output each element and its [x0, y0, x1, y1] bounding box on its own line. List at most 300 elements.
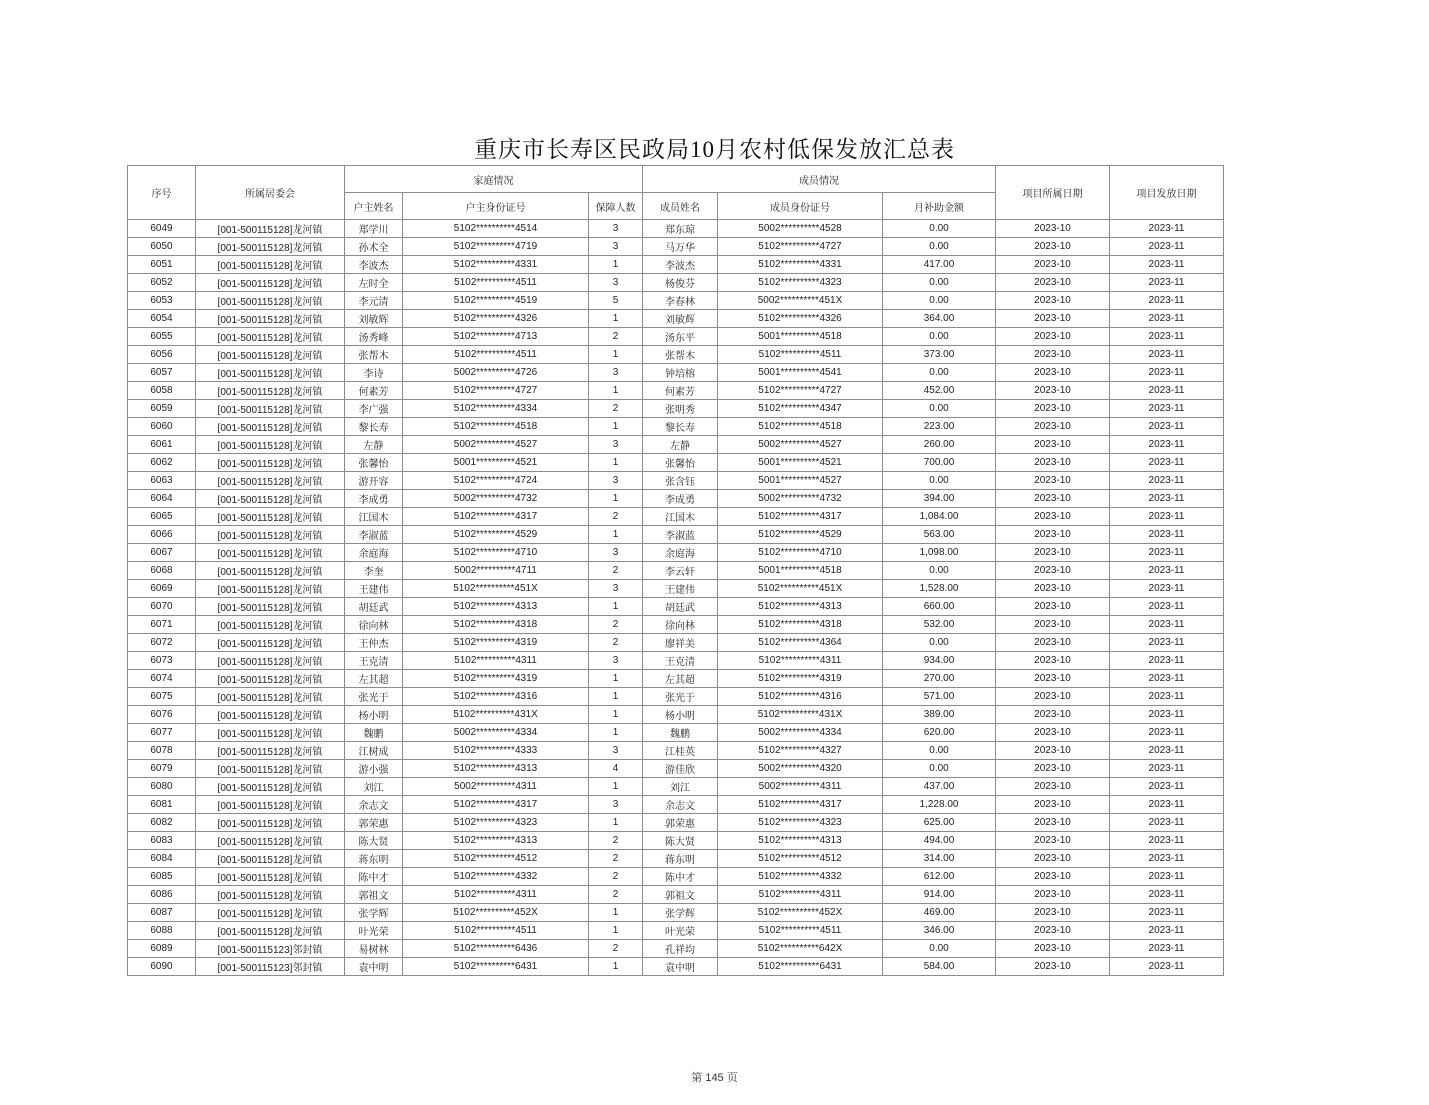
table-cell: 2023-10 — [996, 400, 1110, 418]
table-cell: 3 — [589, 364, 643, 382]
header-member-group: 成员情况 — [643, 166, 996, 193]
table-cell: 2023-11 — [1110, 940, 1224, 958]
summary-table — [127, 165, 1224, 976]
table-cell: [001-500115128]龙河镇 — [196, 274, 345, 292]
table-cell: 2 — [589, 616, 643, 634]
table-cell: [001-500115128]龙河镇 — [196, 328, 345, 346]
table-cell: 6088 — [128, 922, 196, 940]
table-cell: 0.00 — [883, 328, 996, 346]
table-cell: 2023-10 — [996, 796, 1110, 814]
table-cell: 左静 — [643, 436, 718, 454]
table-cell: 2023-11 — [1110, 346, 1224, 364]
table-cell: 2023-10 — [996, 868, 1110, 886]
table-cell: 5102**********4311 — [403, 652, 589, 670]
table-cell: 2023-11 — [1110, 706, 1224, 724]
table-cell: 2023-11 — [1110, 526, 1224, 544]
table-cell: 5102**********4313 — [718, 598, 883, 616]
table-cell: 6086 — [128, 886, 196, 904]
table-cell: 563.00 — [883, 526, 996, 544]
table-cell: 0.00 — [883, 400, 996, 418]
table-cell: 6076 — [128, 706, 196, 724]
table-cell: 刘敏辉 — [643, 310, 718, 328]
table-cell: 5102**********4313 — [403, 832, 589, 850]
table-cell: 5102**********4727 — [403, 382, 589, 400]
table-cell: 494.00 — [883, 832, 996, 850]
table-cell: [001-500115128]龙河镇 — [196, 706, 345, 724]
table-cell: 魏鹏 — [643, 724, 718, 742]
table-cell: 李成勇 — [345, 490, 403, 508]
table-row — [128, 310, 1224, 328]
table-cell: 郑学川 — [345, 220, 403, 238]
table-cell: 2023-11 — [1110, 454, 1224, 472]
table-cell: 5102**********4323 — [718, 814, 883, 832]
table-cell: 2023-11 — [1110, 472, 1224, 490]
table-cell: 223.00 — [883, 418, 996, 436]
header-serial: 序号 — [128, 166, 196, 220]
table-cell: 6066 — [128, 526, 196, 544]
table-cell: 郭荣惠 — [643, 814, 718, 832]
table-cell: 叶光荣 — [643, 922, 718, 940]
table-cell: [001-500115128]龙河镇 — [196, 526, 345, 544]
table-cell: 260.00 — [883, 436, 996, 454]
table-cell: 2023-11 — [1110, 760, 1224, 778]
table-cell: 2023-11 — [1110, 508, 1224, 526]
table-cell: 2023-11 — [1110, 292, 1224, 310]
table-cell: 437.00 — [883, 778, 996, 796]
table-cell: 0.00 — [883, 742, 996, 760]
table-cell: 5102**********4512 — [718, 850, 883, 868]
table-cell: 6063 — [128, 472, 196, 490]
table-cell: 2023-10 — [996, 256, 1110, 274]
table-cell: 5102**********4710 — [403, 544, 589, 562]
table-cell: 2023-10 — [996, 436, 1110, 454]
table-cell: 2023-10 — [996, 346, 1110, 364]
table-cell: [001-500115128]龙河镇 — [196, 490, 345, 508]
table-cell: 2023-10 — [996, 742, 1110, 760]
table-cell: 6081 — [128, 796, 196, 814]
table-row — [128, 238, 1224, 256]
table-cell: 叶光荣 — [345, 922, 403, 940]
table-cell: 李诗 — [345, 364, 403, 382]
table-row — [128, 886, 1224, 904]
table-row — [128, 436, 1224, 454]
table-cell: 6067 — [128, 544, 196, 562]
table-cell: 刘江 — [345, 778, 403, 796]
table-cell: 5102**********4319 — [403, 670, 589, 688]
table-cell: 5102**********4316 — [403, 688, 589, 706]
table-cell: 2023-11 — [1110, 580, 1224, 598]
table-cell: 5002**********4726 — [403, 364, 589, 382]
table-row — [128, 274, 1224, 292]
table-cell: 2023-11 — [1110, 274, 1224, 292]
header-family-group: 家庭情况 — [345, 166, 643, 193]
table-cell: 5102**********6431 — [403, 958, 589, 976]
table-cell: 2023-10 — [996, 760, 1110, 778]
table-cell: 5102**********6431 — [718, 958, 883, 976]
table-cell: 314.00 — [883, 850, 996, 868]
table-cell: 5001**********4518 — [718, 328, 883, 346]
table-cell: 6073 — [128, 652, 196, 670]
table-cell: 6061 — [128, 436, 196, 454]
table-cell: 徐向林 — [643, 616, 718, 634]
table-cell: 江国木 — [345, 508, 403, 526]
table-row — [128, 670, 1224, 688]
table-cell: 陈大贤 — [345, 832, 403, 850]
table-cell: 417.00 — [883, 256, 996, 274]
table-cell: 5102**********642X — [718, 940, 883, 958]
table-row — [128, 616, 1224, 634]
table-cell: 汤秀峰 — [345, 328, 403, 346]
table-cell: [001-500115128]龙河镇 — [196, 562, 345, 580]
table-cell: 5001**********4541 — [718, 364, 883, 382]
table-cell: 2023-11 — [1110, 544, 1224, 562]
table-cell: 5102**********4511 — [718, 346, 883, 364]
table-cell: 625.00 — [883, 814, 996, 832]
table-cell: 1 — [589, 382, 643, 400]
table-cell: 6058 — [128, 382, 196, 400]
table-cell: 3 — [589, 436, 643, 454]
table-cell: [001-500115128]龙河镇 — [196, 598, 345, 616]
table-cell: 1 — [589, 706, 643, 724]
table-cell: 杨小明 — [643, 706, 718, 724]
table-cell: 1 — [589, 904, 643, 922]
table-cell: 6051 — [128, 256, 196, 274]
table-cell: [001-500115128]龙河镇 — [196, 724, 345, 742]
table-row — [128, 832, 1224, 850]
table-cell: [001-500115123]邻封镇 — [196, 940, 345, 958]
table-cell: 584.00 — [883, 958, 996, 976]
table-cell: [001-500115128]龙河镇 — [196, 688, 345, 706]
table-cell: 5001**********4518 — [718, 562, 883, 580]
table-cell: 0.00 — [883, 364, 996, 382]
table-cell: 张学辉 — [345, 904, 403, 922]
table-cell: 2023-10 — [996, 364, 1110, 382]
table-cell: 3 — [589, 544, 643, 562]
table-cell: 5102**********4311 — [718, 652, 883, 670]
table-cell: 6068 — [128, 562, 196, 580]
table-cell: 2023-10 — [996, 472, 1110, 490]
table-cell: 0.00 — [883, 472, 996, 490]
table-cell: 6080 — [128, 778, 196, 796]
table-cell: 5102**********4313 — [403, 598, 589, 616]
table-cell: 5102**********4529 — [403, 526, 589, 544]
table-cell: 660.00 — [883, 598, 996, 616]
table-cell: 2023-11 — [1110, 904, 1224, 922]
table-cell: 1 — [589, 310, 643, 328]
table-cell: [001-500115128]龙河镇 — [196, 472, 345, 490]
table-cell: 袁中明 — [345, 958, 403, 976]
table-cell: [001-500115128]龙河镇 — [196, 436, 345, 454]
table-cell: 1 — [589, 490, 643, 508]
table-cell: 易树林 — [345, 940, 403, 958]
table-row — [128, 472, 1224, 490]
table-cell: [001-500115128]龙河镇 — [196, 616, 345, 634]
table-cell: [001-500115128]龙河镇 — [196, 886, 345, 904]
table-cell: 李奎 — [345, 562, 403, 580]
table-header — [128, 166, 1224, 220]
table-cell: 1 — [589, 778, 643, 796]
table-cell: 2023-10 — [996, 778, 1110, 796]
table-cell: 5102**********4511 — [403, 274, 589, 292]
table-cell: 394.00 — [883, 490, 996, 508]
table-cell: 1,528.00 — [883, 580, 996, 598]
table-row — [128, 382, 1224, 400]
table-cell: 6085 — [128, 868, 196, 886]
table-cell: 2023-10 — [996, 508, 1110, 526]
table-cell: 1 — [589, 454, 643, 472]
table-cell: [001-500115128]龙河镇 — [196, 904, 345, 922]
table-cell: 5002**********451X — [718, 292, 883, 310]
table-cell: 2 — [589, 886, 643, 904]
table-cell: 1 — [589, 418, 643, 436]
table-cell: 5102**********4334 — [403, 400, 589, 418]
table-cell: [001-500115128]龙河镇 — [196, 238, 345, 256]
table-cell: 2023-10 — [996, 922, 1110, 940]
table-cell: [001-500115128]龙河镇 — [196, 508, 345, 526]
table-row — [128, 724, 1224, 742]
table-cell: 2023-10 — [996, 526, 1110, 544]
table-cell: [001-500115128]龙河镇 — [196, 580, 345, 598]
table-cell: 2023-11 — [1110, 328, 1224, 346]
table-cell: 5102**********4311 — [403, 886, 589, 904]
table-cell: 李春林 — [643, 292, 718, 310]
table-cell: 2023-10 — [996, 292, 1110, 310]
table-cell: 5002**********4711 — [403, 562, 589, 580]
table-body — [128, 220, 1224, 976]
table-cell: 5102**********4512 — [403, 850, 589, 868]
table-cell: 5102**********4529 — [718, 526, 883, 544]
table-cell: 2023-11 — [1110, 886, 1224, 904]
table-cell: 5002**********4527 — [403, 436, 589, 454]
table-cell: 1,098.00 — [883, 544, 996, 562]
table-row — [128, 220, 1224, 238]
table-cell: [001-500115128]龙河镇 — [196, 292, 345, 310]
table-cell: 王克清 — [345, 652, 403, 670]
table-cell: 2023-10 — [996, 832, 1110, 850]
table-cell: 2023-11 — [1110, 598, 1224, 616]
table-cell: 2023-11 — [1110, 778, 1224, 796]
table-cell: 620.00 — [883, 724, 996, 742]
table-cell: 李波杰 — [345, 256, 403, 274]
table-cell: 5102**********4514 — [403, 220, 589, 238]
table-cell: 胡廷武 — [643, 598, 718, 616]
table-cell: 张帮木 — [643, 346, 718, 364]
table-cell: 5102**********4313 — [718, 832, 883, 850]
table-cell: [001-500115128]龙河镇 — [196, 346, 345, 364]
table-cell: [001-500115128]龙河镇 — [196, 922, 345, 940]
table-cell: 0.00 — [883, 562, 996, 580]
table-cell: 廖祥美 — [643, 634, 718, 652]
table-row — [128, 688, 1224, 706]
table-cell: 5002**********4320 — [718, 760, 883, 778]
table-cell: 452.00 — [883, 382, 996, 400]
table-cell: 余志文 — [643, 796, 718, 814]
table-cell: 5102**********4347 — [718, 400, 883, 418]
table-cell: [001-500115128]龙河镇 — [196, 220, 345, 238]
table-cell: 王仲杰 — [345, 634, 403, 652]
table-cell: 5102**********4333 — [403, 742, 589, 760]
table-cell: 孙术全 — [345, 238, 403, 256]
table-cell: 李成勇 — [643, 490, 718, 508]
table-cell: 2023-11 — [1110, 796, 1224, 814]
table-cell: 6072 — [128, 634, 196, 652]
table-cell: 李波杰 — [643, 256, 718, 274]
table-row — [128, 868, 1224, 886]
table-cell: 游小强 — [345, 760, 403, 778]
table-cell: 2 — [589, 940, 643, 958]
table-cell: 2023-11 — [1110, 958, 1224, 976]
table-cell: 2023-11 — [1110, 850, 1224, 868]
table-cell: 5102**********4319 — [403, 634, 589, 652]
table-cell: 2 — [589, 832, 643, 850]
table-cell: 1 — [589, 688, 643, 706]
table-cell: 2023-11 — [1110, 832, 1224, 850]
table-cell: 373.00 — [883, 346, 996, 364]
table-row — [128, 544, 1224, 562]
table-cell: 5102**********4518 — [403, 418, 589, 436]
table-cell: 张学辉 — [643, 904, 718, 922]
table-cell: 5102**********4317 — [718, 796, 883, 814]
table-cell: 3 — [589, 238, 643, 256]
table-cell: [001-500115128]龙河镇 — [196, 400, 345, 418]
table-cell: 2023-10 — [996, 634, 1110, 652]
table-cell: 左时全 — [345, 274, 403, 292]
table-cell: 6082 — [128, 814, 196, 832]
table-cell: 2023-10 — [996, 688, 1110, 706]
table-cell: 2023-11 — [1110, 490, 1224, 508]
table-cell: 934.00 — [883, 652, 996, 670]
table-cell: 5002**********4527 — [718, 436, 883, 454]
table-cell: 2 — [589, 562, 643, 580]
table-cell: 2023-10 — [996, 310, 1110, 328]
table-row — [128, 652, 1224, 670]
table-cell: 270.00 — [883, 670, 996, 688]
table-cell: 2 — [589, 850, 643, 868]
table-cell: 1 — [589, 256, 643, 274]
table-cell: 杨小明 — [345, 706, 403, 724]
page-title: 重庆市长寿区民政局10月农村低保发放汇总表 — [474, 137, 955, 162]
table-row — [128, 418, 1224, 436]
table-cell: 2023-11 — [1110, 652, 1224, 670]
table-cell: 469.00 — [883, 904, 996, 922]
table-cell: 3 — [589, 274, 643, 292]
table-cell: 5001**********4521 — [403, 454, 589, 472]
table-cell: 4 — [589, 760, 643, 778]
table-cell: 5102**********4323 — [403, 814, 589, 832]
header-monthly-subsidy: 月补助金额 — [883, 193, 996, 220]
table-cell: 6087 — [128, 904, 196, 922]
table-cell: 5102**********431X — [718, 706, 883, 724]
table-cell: 6060 — [128, 418, 196, 436]
table-cell: 6050 — [128, 238, 196, 256]
table-cell: 1 — [589, 598, 643, 616]
table-cell: 魏鹏 — [345, 724, 403, 742]
table-cell: 5102**********452X — [403, 904, 589, 922]
table-cell: 5102**********4724 — [403, 472, 589, 490]
table-cell: 5102**********452X — [718, 904, 883, 922]
table-cell: 孔祥均 — [643, 940, 718, 958]
table-cell: 2023-10 — [996, 904, 1110, 922]
table-cell: 余庭海 — [643, 544, 718, 562]
table-cell: [001-500115128]龙河镇 — [196, 544, 345, 562]
table-cell: 5102**********4511 — [718, 922, 883, 940]
table-cell: 2023-11 — [1110, 562, 1224, 580]
table-cell: 2023-10 — [996, 814, 1110, 832]
table-cell: 6053 — [128, 292, 196, 310]
table-cell: 2023-10 — [996, 886, 1110, 904]
table-row — [128, 526, 1224, 544]
table-cell: 5102**********4319 — [718, 670, 883, 688]
table-row — [128, 940, 1224, 958]
table-cell: 2023-10 — [996, 454, 1110, 472]
table-cell: 5102**********4332 — [718, 868, 883, 886]
table-cell: 6077 — [128, 724, 196, 742]
table-row — [128, 346, 1224, 364]
table-cell: 李淑蓝 — [643, 526, 718, 544]
table-cell: 6056 — [128, 346, 196, 364]
table-cell: 张馨怡 — [345, 454, 403, 472]
table-cell: 2023-10 — [996, 562, 1110, 580]
table-cell: 6074 — [128, 670, 196, 688]
header-protected-count: 保障人数 — [589, 193, 643, 220]
table-cell: 5102**********4317 — [403, 508, 589, 526]
table-cell: 2023-10 — [996, 958, 1110, 976]
table-cell: 5102**********4727 — [718, 382, 883, 400]
table-cell: [001-500115123]邻封镇 — [196, 958, 345, 976]
table-cell: 2 — [589, 508, 643, 526]
table-cell: 5102**********431X — [403, 706, 589, 724]
table-cell: 2023-11 — [1110, 418, 1224, 436]
table-cell: 左其超 — [643, 670, 718, 688]
table-cell: 5102**********6436 — [403, 940, 589, 958]
table-cell: 6079 — [128, 760, 196, 778]
table-cell: 2023-10 — [996, 616, 1110, 634]
table-row — [128, 454, 1224, 472]
table-cell: 5102**********4719 — [403, 238, 589, 256]
table-cell: 2023-11 — [1110, 220, 1224, 238]
table-cell: 江国木 — [643, 508, 718, 526]
table-cell: 2023-11 — [1110, 616, 1224, 634]
table-cell: 6065 — [128, 508, 196, 526]
table-cell: 汤东平 — [643, 328, 718, 346]
table-cell: 6049 — [128, 220, 196, 238]
table-cell: 徐向林 — [345, 616, 403, 634]
table-cell: 0.00 — [883, 292, 996, 310]
table-cell: 1,228.00 — [883, 796, 996, 814]
header-member-name: 成员姓名 — [643, 193, 718, 220]
table-cell: 何素芳 — [643, 382, 718, 400]
table-row — [128, 958, 1224, 976]
table-cell: 2 — [589, 400, 643, 418]
table-cell: 6075 — [128, 688, 196, 706]
table-cell: 2 — [589, 634, 643, 652]
table-cell: 6090 — [128, 958, 196, 976]
table-cell: 6054 — [128, 310, 196, 328]
table-cell: [001-500115128]龙河镇 — [196, 742, 345, 760]
table-row — [128, 778, 1224, 796]
table-cell: 5102**********4518 — [718, 418, 883, 436]
table-cell: 5102**********4313 — [403, 760, 589, 778]
table-cell: 陈中才 — [345, 868, 403, 886]
table-cell: 6057 — [128, 364, 196, 382]
header-head-name: 户主姓名 — [345, 193, 403, 220]
table-cell: 3 — [589, 472, 643, 490]
table-cell: 5002**********4528 — [718, 220, 883, 238]
table-cell: [001-500115128]龙河镇 — [196, 418, 345, 436]
table-row — [128, 256, 1224, 274]
table-cell: 6078 — [128, 742, 196, 760]
table-cell: 蒋东明 — [345, 850, 403, 868]
